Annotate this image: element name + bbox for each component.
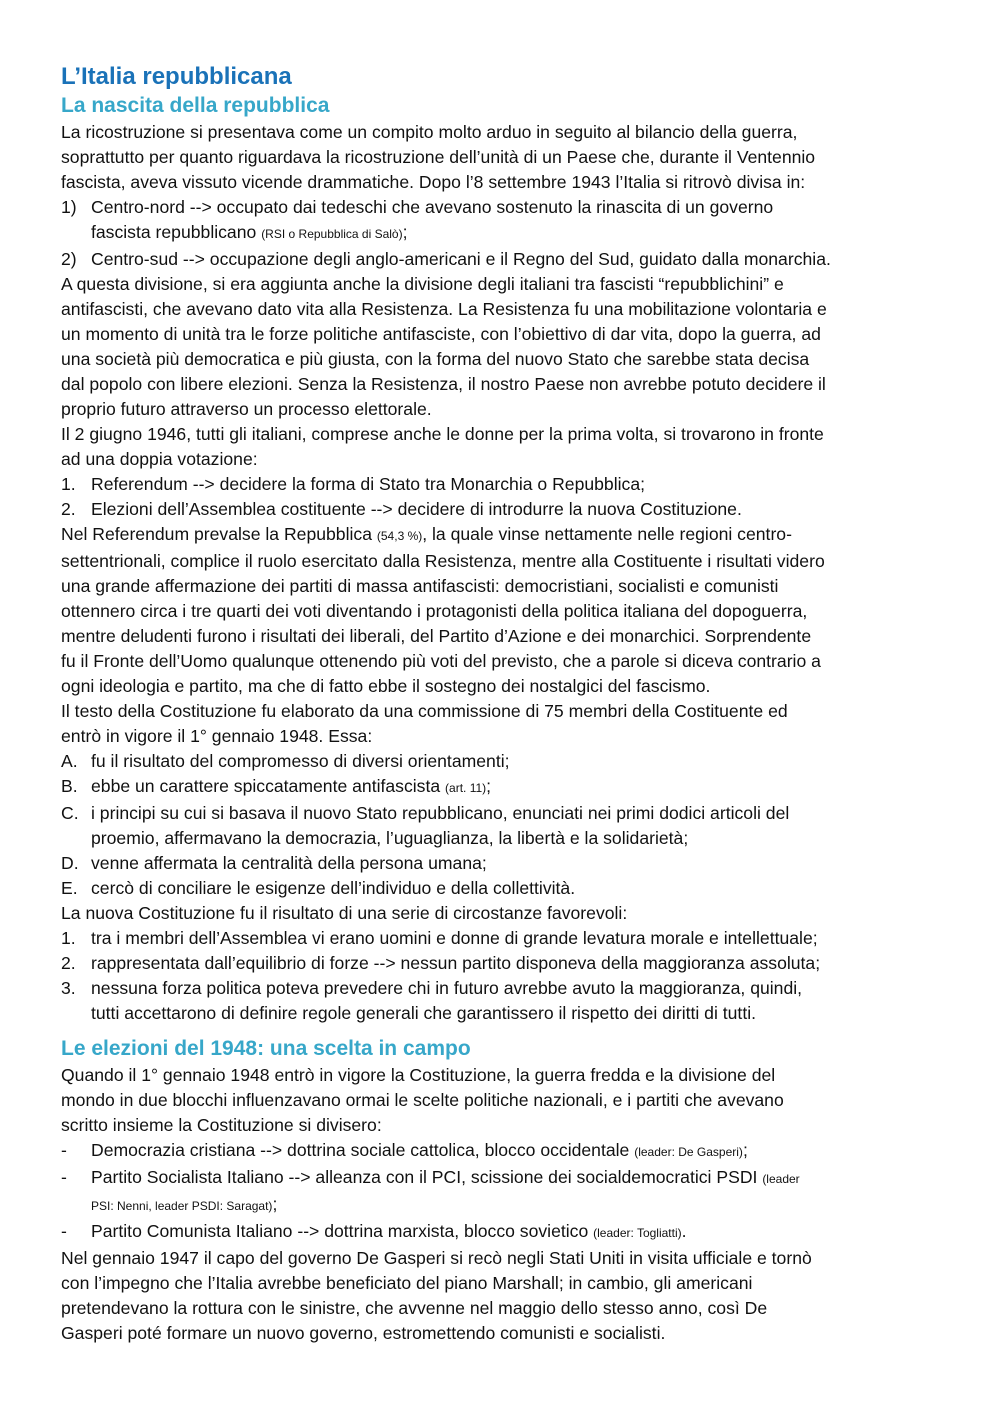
paragraph-line: Nel gennaio 1947 il capo del governo De Gasperi si recò negli Stati Uniti in visita ufficiale e tornò [61, 1248, 812, 1268]
list-item [61, 1219, 946, 1246]
list-item-text: Partito Socialista Italiano --> alleanza con il PCI, scissione dei socialdemocratici PSDI [91, 1167, 763, 1187]
list-marker: 2) [61, 249, 77, 269]
list-item-text: fu il risultato del compromesso di diversi orientamenti; [91, 751, 510, 771]
list-marker: 3. [61, 978, 76, 998]
paragraph-line: un momento di unità tra le forze politiche antifasciste, con l’obiettivo di dar vita, dopo la guerra, ad [61, 324, 821, 344]
paragraph-line: una società più democratica e più giusta, con la forma del nuovo Stato che sarebbe stata decisa [61, 349, 810, 369]
list-item-text: tutti accettarono di definire regole generali che garantissero il rispetto dei diritti di tutti. [91, 1003, 757, 1023]
paragraph-line: mentre deludenti furono i risultati dei liberali, del Partito d’Azione e dei monarchici. Sorprendente [61, 626, 812, 646]
list-item [61, 1165, 946, 1219]
list-item [61, 497, 946, 522]
list-item-text: i principi su cui si basava il nuovo Stato repubblicano, enunciati nei primi dodici articoli del [91, 803, 790, 823]
list-item-punctuation: ; [402, 222, 408, 242]
list-item [61, 774, 946, 801]
list-item [61, 926, 946, 951]
paragraph-line: con l’impegno che l’Italia avrebbe beneficiato del piano Marshall; in cambio, gli americani [61, 1273, 753, 1293]
list-item [61, 472, 946, 497]
list-item [61, 195, 946, 247]
list-marker: 2. [61, 953, 76, 973]
list-marker: - [61, 1140, 67, 1160]
list-item [61, 247, 946, 272]
section-heading-nascita: La nascita della repubblica [61, 94, 330, 117]
list-item [61, 976, 946, 1026]
paragraph-line: pretendevano la rottura con le sinistre, che avvenne nel maggio dello stesso anno, così De [61, 1298, 768, 1318]
list-item-text: Centro-sud --> occupazione degli anglo-americani e il Regno del Sud, guidato dalla monarchia. [91, 249, 831, 269]
paragraph-line: scritto insieme la Costituzione si divisero: [61, 1115, 382, 1135]
list-item-text: Partito Comunista Italiano --> dottrina marxista, blocco sovietico [91, 1221, 594, 1241]
list-item [61, 749, 946, 774]
paragraph-line: ad una doppia votazione: [61, 449, 258, 469]
list-item-text: venne affermata la centralità della persona umana; [91, 853, 487, 873]
list-item [61, 851, 946, 876]
list-item [61, 801, 946, 851]
list-marker: 1. [61, 928, 76, 948]
list-item-punctuation: ; [486, 776, 492, 796]
list-item-text: fascista repubblicano [91, 222, 262, 242]
list-item [61, 876, 946, 901]
list-item-text: cercò di conciliare le esigenze dell’individuo e della collettività. [91, 878, 576, 898]
paragraph-line: Il 2 giugno 1946, tutti gli italiani, comprese anche le donne per la prima volta, si trovarono in fronte [61, 424, 824, 444]
list-marker: E. [61, 878, 78, 898]
paragraph-line: mondo in due blocchi influenzavano ormai le scelte politiche nazionali, e i partiti che avevano [61, 1090, 784, 1110]
paragraph-line: proprio futuro attraverso un processo elettorale. [61, 399, 432, 419]
list-item [61, 951, 946, 976]
paragraph-text: , la quale vinse nettamente nelle regioni centro- [422, 524, 792, 544]
list-item-text: Referendum --> decidere la forma di Stato tra Monarchia o Repubblica; [91, 474, 645, 494]
list-marker: A. [61, 751, 78, 771]
paragraph-line: ogni ideologia e partito, ma che di fatto ebbe il sostegno dei nostalgici del fascismo. [61, 676, 711, 696]
paragraph-line [61, 522, 946, 549]
paragraph-line: ottennero circa i tre quarti dei voti diventando i protagonisti della politica italiana del dopoguerra, [61, 601, 808, 621]
list-item-note: (leader [762, 1172, 800, 1186]
list-marker: B. [61, 776, 78, 796]
paragraph-line: Il testo della Costituzione fu elaborato da una commissione di 75 membri della Costituente ed [61, 701, 788, 721]
list-item-punctuation: . [681, 1221, 687, 1241]
paragraph-line: dal popolo con libere elezioni. Senza la Resistenza, il nostro Paese non avrebbe potuto decidere il [61, 374, 826, 394]
paragraph-line: fascista, aveva vissuto vicende drammatiche. Dopo l’8 settembre 1943 l’Italia si ritrovò divisa in: [61, 172, 806, 192]
list-item-text: proemio, affermavano la democrazia, l’uguaglianza, la libertà e la solidarietà; [91, 828, 689, 848]
list-item-text: nessuna forza politica poteva prevedere chi in futuro avrebbe avuto la maggioranza, quindi, [91, 978, 803, 998]
list-marker: D. [61, 853, 79, 873]
list-item-text: ebbe un carattere spiccatamente antifascista [91, 776, 446, 796]
list-marker: - [61, 1221, 67, 1241]
paragraph-line: una grande affermazione dei partiti di massa antifascisti: democristiani, socialisti e comunisti [61, 576, 779, 596]
list-marker: C. [61, 803, 79, 823]
page-title: L’Italia repubblicana [61, 63, 292, 90]
list-item [61, 1138, 946, 1165]
list-item-text: Democrazia cristiana --> dottrina sociale cattolica, blocco occidentale [91, 1140, 635, 1160]
list-item-text: Centro-nord --> occupato dai tedeschi che avevano sostenuto la rinascita di un governo [91, 197, 774, 217]
list-marker: 2. [61, 499, 76, 519]
list-item-punctuation: ; [272, 1194, 278, 1214]
section-heading-elezioni: Le elezioni del 1948: una scelta in campo [61, 1037, 471, 1060]
list-item-punctuation: ; [742, 1140, 748, 1160]
list-marker: 1) [61, 197, 77, 217]
list-marker: - [61, 1167, 67, 1187]
paragraph-line: La ricostruzione si presentava come un compito molto arduo in seguito al bilancio della guerra, [61, 122, 798, 142]
list-item-text: rappresentata dall’equilibrio di forze --> nessun partito disponeva della maggioranza assoluta; [91, 953, 821, 973]
paragraph-line: La nuova Costituzione fu il risultato di una serie di circostanze favorevoli: [61, 903, 628, 923]
paragraph-text: Nel Referendum prevalse la Repubblica [61, 524, 377, 544]
paragraph-line: entrò in vigore il 1° gennaio 1948. Essa: [61, 726, 373, 746]
paragraph-line: soprattutto per quanto riguardava la ricostruzione dell’unità di un Paese che, durante il Ventennio [61, 147, 816, 167]
list-item-note: (RSI o Repubblica di Salò) [261, 227, 403, 241]
paragraph-line: Quando il 1° gennaio 1948 entrò in vigore la Costituzione, la guerra fredda e la divisione del [61, 1065, 776, 1085]
list-item-note: PSI: Nenni, leader PSDI: Saragat) [91, 1199, 273, 1213]
list-item-note: (leader: De Gasperi) [634, 1145, 743, 1159]
list-item-text: Elezioni dell’Assemblea costituente --> decidere di introdurre la nuova Costituzione. [91, 499, 742, 519]
inline-note: (54,3 %) [376, 529, 423, 543]
list-item-note: (art. 11) [445, 781, 487, 795]
paragraph-line: Gasperi poté formare un nuovo governo, estromettendo comunisti e socialisti. [61, 1323, 666, 1343]
paragraph-line: antifascisti, che avevano dato vita alla Resistenza. La Resistenza fu una mobilitazione volontaria e [61, 299, 827, 319]
list-item-note: (leader: Togliatti) [593, 1226, 682, 1240]
paragraph-line: fu il Fronte dell’Uomo qualunque ottenendo più voti del previsto, che a parole si diceva contrario a [61, 651, 821, 671]
paragraph-line: A questa divisione, si era aggiunta anche la divisione degli italiani tra fascisti “repubblichini” e [61, 274, 784, 294]
document-content [61, 62, 946, 1346]
paragraph-line: settentrionali, complice il ruolo esercitato dalla Resistenza, mentre alla Costituente i risultati videro [61, 551, 825, 571]
list-item-text: tra i membri dell’Assemblea vi erano uomini e donne di grande levatura morale e intellettuale; [91, 928, 818, 948]
list-marker: 1. [61, 474, 76, 494]
